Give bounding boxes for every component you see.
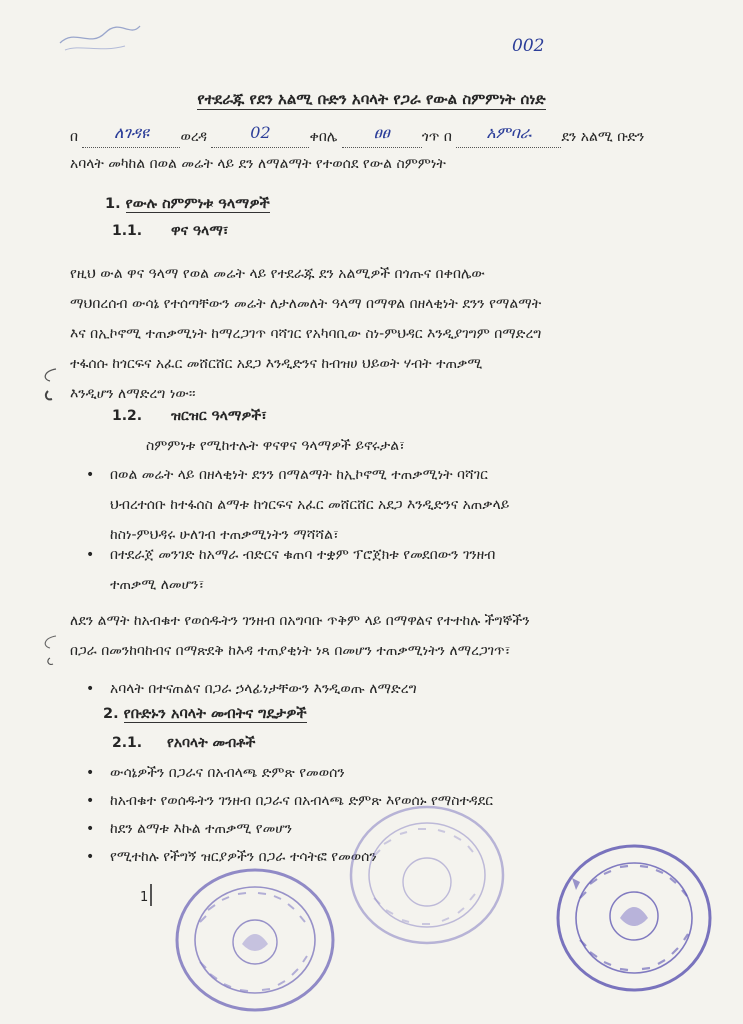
document-number: 002 [512,36,545,56]
kebele-field: ፀፀ [342,126,422,148]
section-2-1-heading [112,735,255,751]
paragraph-line: ተፋሰሱ ከጎርፍና አፈር መሸርሸር አደጋ እንዲድንና ከብዝሀ ህይወት ሃብት ተጠቃሚ [70,356,483,372]
section-2-title: የቡድኑን አባላት መብትና ግዴታዎች [123,706,307,722]
section-1-1-heading [112,223,229,239]
bullet-line: የሚተከሉ የችግኝ ዝርያዎችን በጋራ ተሳትፎ የመወሰን [110,849,377,865]
bullet-icon: • [86,821,95,837]
intro-prefix: በ [70,129,79,145]
list-item [86,758,688,788]
paragraph-line: እንዲሆን ለማድረግ ነው፡፡ [70,386,196,402]
section-1-1-title: ዋና ዓላማ፣ [171,223,229,239]
section-2-1-number: 2.1. [112,735,143,751]
section-1-1-number: 1.1. [112,223,143,239]
bullet-icon: • [86,467,95,483]
intro-line-2: አባላት መካከል በወል መሬት ላይ ደን ለማልማት የተወሰደ የውል ስምምነት [70,156,446,172]
bullet-icon: • [86,765,95,781]
main-purpose-paragraph [70,259,688,409]
detailed-purposes-intro: ስምምነቱ የሚከተሉት ዋናዋና ዓላማዎች ይኖሩታል፣ [146,438,405,454]
margin-check-mark [38,365,60,405]
bullet-line: ከደን ልማቱ እኩል ተጠቃሚ የመሆን [110,821,293,837]
section-1-2-number: 1.2. [112,408,143,424]
got-field: አምባራ [456,126,561,148]
official-seal-stamp [342,800,512,950]
bullet-line: ከአብቁተ የወሰዱትን ገንዘብ በጋራና በአብላጫ ድምጽ እየወሰኑ የማስተዳደር [110,793,494,809]
bullet-line: በተደራጀ መንገድ ከአማራ ብድርና ቁጠባ ተቋም ፕሮጀክቱ የመደበውን ገንዘብ [110,547,496,563]
official-seal-stamp [170,862,340,1017]
section-1-heading [105,196,270,212]
paragraph-line: የዚህ ውል ዋና ዓላማ የወል መሬት ላይ የተደራጁ ደን አልሚዎች በጎጡና በቀበሌው [70,266,485,282]
bullet-line: ከስነ-ምህዳሩ ሁለገብ ተጠቃሚነትን ማሻሻል፣ [110,527,339,543]
section-1-2-heading [112,408,267,424]
section-1-2-title: ዝርዝር ዓላማዎች፣ [171,408,267,424]
list-item [86,674,688,704]
page-number-divider [150,884,152,906]
bullet-icon: • [86,681,95,697]
bullet-line: አባላት በተናጠልና በጋራ ኃላፊነታቸውን እንዲወጡ ለማድረግ [110,681,417,697]
page-number: 1 [140,890,149,905]
scribble-mark [55,18,145,58]
section-2-heading [103,706,307,722]
bullet-icon: • [86,793,95,809]
woreda-field: 02 [211,126,309,148]
bullet-line: ተጠቃሚ ለመሆን፣ [110,577,205,593]
bullet-icon: • [86,547,95,563]
bullet-icon: • [86,849,95,865]
margin-check-mark [38,630,60,670]
region-field: ለገዳዩ [82,126,180,148]
bullet-line: በወል መሬት ላይ በዘላቂነት ደንን በማልማት ከኢኮኖሚ ተጠቃሚነት ባሻገር [110,467,488,483]
section-1-number: 1. [105,196,121,212]
section-2-1-title: የአባላት መብቶች [167,735,256,751]
paragraph-line: ማህበረሰብ ውሳኔ የተሰጣቸውን መሬት ለታለመለት ዓላማ በማዋል በዘላቂነት ደንን የማልማት [70,296,542,312]
bullet-line: ውሳኔዎችን በጋራና በአብላጫ ድምጽ የመወሰን [110,765,345,781]
list-item [86,460,688,550]
closing-paragraph [70,606,688,666]
intro-line-1 [70,123,645,148]
document-title [0,90,743,108]
official-seal-stamp [552,838,717,998]
region-suffix: ወረዳ [180,129,208,145]
document-title-text: የተደራጁ የደን አልሚ ቡድን አባላት የጋራ የውል ስምምነት ሰነድ [197,90,546,108]
section-2-number: 2. [103,706,119,722]
kebele-suffix: ጎጥ በ [421,129,452,145]
paragraph-line: በጋራ በመንከባከብና በማጽደቅ ከእዳ ተጠያቂነት ነጻ በመሆን ተጠቃሚነትን ለማረጋገጥ፣ [70,643,511,659]
bullet-line: ህብረተሰቡ ከተፋሰስ ልማቱ ከጎርፍና አፈር መሸርሸር አደጋ እንዲድንና አጠቃላይ [110,497,510,513]
got-suffix: ደን አልሚ ቡድን [561,129,645,145]
paragraph-line: ለደን ልማት ከአብቁተ የወሰዱትን ገንዘብ በአግባቡ ጥቅም ላይ በማዋልና የተተከሉ ችግኞችን [70,613,530,629]
section-1-title: የውሉ ስምምነቱ ዓላማዎች [125,196,270,212]
list-item [86,540,688,600]
woreda-suffix: ቀበሌ [309,129,338,145]
paragraph-line: እና በኢኮኖሚ ተጠቃሚነት ከማረጋገጥ ባሻገር የአካባቢው ስነ-ምህዳር እንዲያገግም በማድረግ [70,326,542,342]
